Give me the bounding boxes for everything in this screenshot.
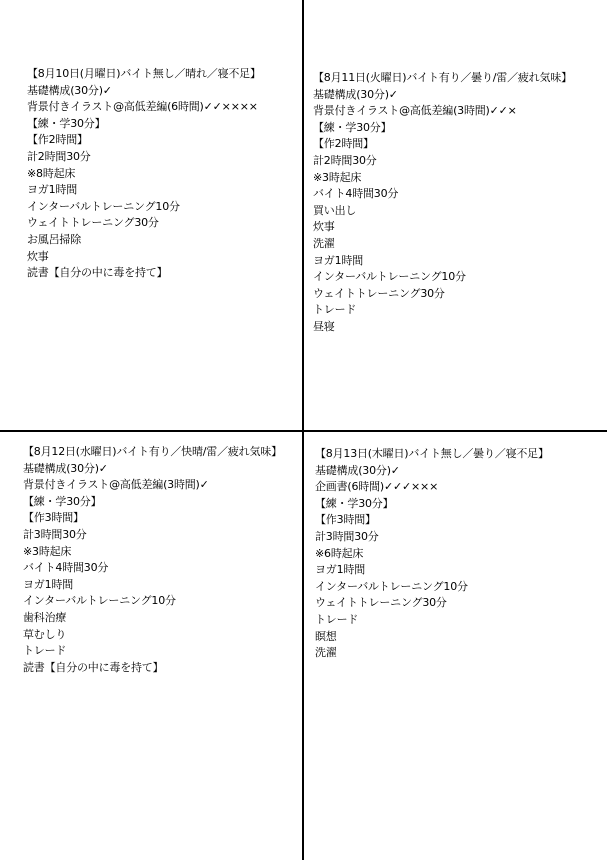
- entry-line: 【練・学30分】: [27, 116, 106, 130]
- entry-line: ウェイトトレーニング30分: [313, 286, 445, 300]
- entry-line: 計3時間30分: [315, 529, 379, 543]
- day-panel-aug-12: [23, 444, 282, 676]
- entry-line: 【練・学30分】: [315, 496, 394, 510]
- entry-line: トレード: [313, 303, 357, 317]
- entry-line: バイト4時間30分: [23, 561, 109, 575]
- entry-line: 洗濯: [315, 646, 337, 660]
- entry-line: ※3時起床: [23, 544, 72, 558]
- entry-line: 基礎構成(30分)✓: [23, 461, 108, 475]
- entry-line: ウェイトトレーニング30分: [27, 216, 159, 230]
- entry-line: トレード: [315, 612, 359, 626]
- day-header: 【8月12日(水曜日)バイト有り／快晴/雷／疲れ気味】: [23, 445, 282, 458]
- entry-line: バイト4時間30分: [313, 187, 399, 201]
- entry-line: 【作3時間】: [315, 513, 376, 527]
- entry-line: ※6時起床: [315, 546, 364, 560]
- entry-line: 背景付きイラスト@高低差編(6時間)✓✓××××: [27, 100, 258, 114]
- entry-line: 企画書(6時間)✓✓✓×××: [315, 480, 439, 494]
- entry-line: 瞑想: [315, 629, 337, 643]
- entry-line: ※8時起床: [27, 166, 76, 180]
- day-panel-aug-11: [313, 70, 572, 336]
- entry-line: 【作2時間】: [27, 133, 88, 147]
- entry-line: ヨガ1時間: [23, 577, 73, 591]
- entry-line: 洗濯: [313, 236, 335, 250]
- entry-line: 読書【自分の中に毒を持て】: [27, 266, 168, 280]
- entry-line: 背景付きイラスト@高低差編(3時間)✓✓×: [313, 104, 517, 118]
- entry-line: 【作2時間】: [313, 137, 374, 151]
- entry-line: 計3時間30分: [23, 527, 87, 541]
- entry-line: 読書【自分の中に毒を持て】: [23, 660, 164, 674]
- entry-line: 計2時間30分: [313, 153, 377, 167]
- entry-line: 【練・学30分】: [313, 120, 392, 134]
- entry-line: インターバルトレーニング10分: [313, 270, 466, 284]
- entry-line: インターバルトレーニング10分: [315, 579, 468, 593]
- day-panel-aug-13: [315, 446, 549, 662]
- entry-line: ※3時起床: [313, 170, 362, 184]
- entry-line: 草むしり: [23, 627, 67, 641]
- entry-line: ヨガ1時間: [315, 563, 365, 577]
- day-header: 【8月11日(火曜日)バイト有り／曇り/雷／疲れ気味】: [313, 71, 572, 84]
- entry-line: ウェイトトレーニング30分: [315, 596, 447, 610]
- entry-line: インターバルトレーニング10分: [23, 594, 176, 608]
- entry-line: 基礎構成(30分)✓: [315, 463, 400, 477]
- entry-line: 買い出し: [313, 203, 357, 217]
- entry-line: 基礎構成(30分)✓: [313, 87, 398, 101]
- entry-line: 歯科治療: [23, 610, 67, 624]
- entry-line: 【作3時間】: [23, 511, 84, 525]
- entry-line: 背景付きイラスト@高低差編(3時間)✓: [23, 478, 209, 492]
- entry-line: トレード: [23, 644, 67, 658]
- day-header: 【8月10日(月曜日)バイト無し／晴れ／寝不足】: [27, 67, 261, 80]
- entry-line: ヨガ1時間: [27, 183, 77, 197]
- entry-line: インターバルトレーニング10分: [27, 199, 180, 213]
- entry-line: ヨガ1時間: [313, 253, 363, 267]
- entry-line: 昼寝: [313, 319, 335, 333]
- entry-line: 計2時間30分: [27, 149, 91, 163]
- entry-line: お風呂掃除: [27, 232, 81, 246]
- entry-line: 炊事: [313, 220, 335, 234]
- entry-line: 【練・学30分】: [23, 494, 102, 508]
- entry-line: 基礎構成(30分)✓: [27, 83, 112, 97]
- horizontal-divider: [0, 430, 607, 432]
- day-panel-aug-10: [27, 66, 261, 282]
- entry-line: 炊事: [27, 249, 49, 263]
- day-header: 【8月13日(木曜日)バイト無し／曇り／寝不足】: [315, 447, 549, 460]
